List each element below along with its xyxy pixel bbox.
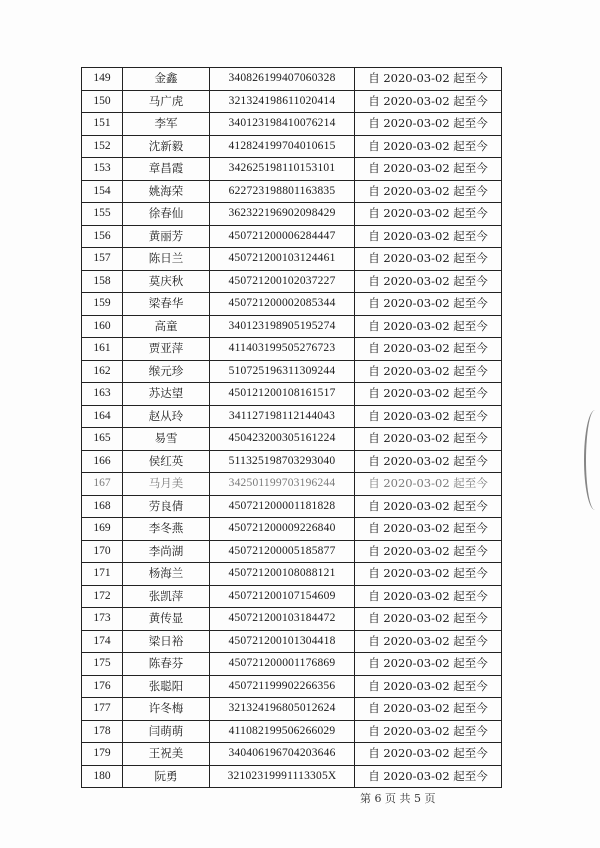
id-number-cell: 450721200103124461 [210,248,355,271]
name-cell: 陈春芬 [123,653,210,676]
row-number-cell: 153 [82,158,123,181]
date-range-cell: 自 2020-03-02 起至今 [355,720,502,743]
row-number-cell: 156 [82,225,123,248]
table-row [82,450,502,473]
date-range-cell: 自 2020-03-02 起至今 [355,630,502,653]
row-number-cell: 175 [82,653,123,676]
name-cell: 姚海荣 [123,180,210,203]
table-row [82,698,502,721]
row-number-cell: 160 [82,315,123,338]
id-number-cell: 340123198905195274 [210,315,355,338]
date-range-cell: 自 2020-03-02 起至今 [355,293,502,316]
table-row [82,158,502,181]
date-range-cell: 自 2020-03-02 起至今 [355,765,502,788]
name-cell: 王祝美 [123,743,210,766]
id-number-cell: 341127198112144043 [210,405,355,428]
employee-table [81,67,502,788]
table-row [82,428,502,451]
table-row [82,293,502,316]
id-number-cell: 450721200002085344 [210,293,355,316]
seal-stamp-edge [584,410,600,510]
table-row [82,383,502,406]
name-cell: 李尚湖 [123,540,210,563]
id-number-cell: 321324196805012624 [210,698,355,721]
table-row [82,113,502,136]
table-row [82,720,502,743]
date-range-cell: 自 2020-03-02 起至今 [355,563,502,586]
name-cell: 闫萌萌 [123,720,210,743]
name-cell: 李冬燕 [123,518,210,541]
date-range-cell: 自 2020-03-02 起至今 [355,360,502,383]
id-number-cell: 510725196311309244 [210,360,355,383]
id-number-cell: 511325198703293040 [210,450,355,473]
name-cell: 章昌霞 [123,158,210,181]
id-number-cell: 450721200001181828 [210,495,355,518]
row-number-cell: 179 [82,743,123,766]
table-row [82,360,502,383]
name-cell: 梁日裕 [123,630,210,653]
id-number-cell: 321324198611020414 [210,90,355,113]
name-cell: 杨海兰 [123,563,210,586]
name-cell: 张凯萍 [123,585,210,608]
name-cell: 金鑫 [123,68,210,91]
row-number-cell: 171 [82,563,123,586]
row-number-cell: 155 [82,203,123,226]
date-range-cell: 自 2020-03-02 起至今 [355,68,502,91]
table-row [82,225,502,248]
name-cell: 莫庆秋 [123,270,210,293]
table-row [82,495,502,518]
date-range-cell: 自 2020-03-02 起至今 [355,203,502,226]
id-number-cell: 450721200009226840 [210,518,355,541]
name-cell: 苏达望 [123,383,210,406]
row-number-cell: 174 [82,630,123,653]
id-number-cell: 450721200102037227 [210,270,355,293]
row-number-cell: 162 [82,360,123,383]
id-number-cell: 450721200005185877 [210,540,355,563]
row-number-cell: 152 [82,135,123,158]
row-number-cell: 158 [82,270,123,293]
table-row [82,135,502,158]
table-row [82,608,502,631]
table-row [82,585,502,608]
row-number-cell: 149 [82,68,123,91]
date-range-cell: 自 2020-03-02 起至今 [355,225,502,248]
employee-table-body [82,68,502,788]
table-row [82,68,502,91]
row-number-cell: 169 [82,518,123,541]
row-number-cell: 178 [82,720,123,743]
id-number-cell: 450721200103184472 [210,608,355,631]
id-number-cell: 340826199407060328 [210,68,355,91]
id-number-cell: 342625198110153101 [210,158,355,181]
date-range-cell: 自 2020-03-02 起至今 [355,608,502,631]
table-row [82,248,502,271]
date-range-cell: 自 2020-03-02 起至今 [355,585,502,608]
name-cell: 侯红英 [123,450,210,473]
date-range-cell: 自 2020-03-02 起至今 [355,270,502,293]
row-number-cell: 167 [82,473,123,496]
table-row [82,563,502,586]
table-row [82,518,502,541]
date-range-cell: 自 2020-03-02 起至今 [355,450,502,473]
id-number-cell: 450121200108161517 [210,383,355,406]
date-range-cell: 自 2020-03-02 起至今 [355,383,502,406]
date-range-cell: 自 2020-03-02 起至今 [355,653,502,676]
table-row [82,473,502,496]
id-number-cell: 450721200101304418 [210,630,355,653]
name-cell: 阮勇 [123,765,210,788]
date-range-cell: 自 2020-03-02 起至今 [355,675,502,698]
id-number-cell: 450721200001176869 [210,653,355,676]
name-cell: 许冬梅 [123,698,210,721]
id-number-cell: 622723198801163835 [210,180,355,203]
name-cell: 马广虎 [123,90,210,113]
row-number-cell: 150 [82,90,123,113]
table-row [82,743,502,766]
row-number-cell: 161 [82,338,123,361]
table-row [82,630,502,653]
date-range-cell: 自 2020-03-02 起至今 [355,180,502,203]
id-number-cell: 340406196704203646 [210,743,355,766]
id-number-cell: 450721199902266356 [210,675,355,698]
id-number-cell: 342501199703196244 [210,473,355,496]
table-row [82,203,502,226]
id-number-cell: 340123198410076214 [210,113,355,136]
date-range-cell: 自 2020-03-02 起至今 [355,540,502,563]
date-range-cell: 自 2020-03-02 起至今 [355,90,502,113]
name-cell: 李军 [123,113,210,136]
date-range-cell: 自 2020-03-02 起至今 [355,135,502,158]
id-number-cell: 411403199505276723 [210,338,355,361]
page-footer: 第 6 页 共 5 页 [360,792,436,805]
name-cell: 陈日兰 [123,248,210,271]
name-cell: 赵从玲 [123,405,210,428]
name-cell: 易雪 [123,428,210,451]
id-number-cell: 450721200006284447 [210,225,355,248]
table-row [82,765,502,788]
row-number-cell: 154 [82,180,123,203]
date-range-cell: 自 2020-03-02 起至今 [355,248,502,271]
table-row [82,405,502,428]
name-cell: 沈新毅 [123,135,210,158]
name-cell: 高童 [123,315,210,338]
name-cell: 梁春华 [123,293,210,316]
date-range-cell: 自 2020-03-02 起至今 [355,338,502,361]
row-number-cell: 164 [82,405,123,428]
name-cell: 徐春仙 [123,203,210,226]
date-range-cell: 自 2020-03-02 起至今 [355,428,502,451]
name-cell: 张聪阳 [123,675,210,698]
date-range-cell: 自 2020-03-02 起至今 [355,518,502,541]
date-range-cell: 自 2020-03-02 起至今 [355,315,502,338]
row-number-cell: 170 [82,540,123,563]
name-cell: 缑元珍 [123,360,210,383]
date-range-cell: 自 2020-03-02 起至今 [355,405,502,428]
row-number-cell: 159 [82,293,123,316]
name-cell: 贾亚萍 [123,338,210,361]
table-row [82,540,502,563]
id-number-cell: 412824199704010615 [210,135,355,158]
id-number-cell: 362322196902098429 [210,203,355,226]
table-row [82,180,502,203]
row-number-cell: 166 [82,450,123,473]
id-number-cell: 450423200305161224 [210,428,355,451]
name-cell: 劳良倩 [123,495,210,518]
row-number-cell: 173 [82,608,123,631]
table-row [82,270,502,293]
name-cell: 黄传显 [123,608,210,631]
date-range-cell: 自 2020-03-02 起至今 [355,743,502,766]
table-row [82,338,502,361]
date-range-cell: 自 2020-03-02 起至今 [355,113,502,136]
row-number-cell: 176 [82,675,123,698]
row-number-cell: 151 [82,113,123,136]
row-number-cell: 177 [82,698,123,721]
row-number-cell: 172 [82,585,123,608]
date-range-cell: 自 2020-03-02 起至今 [355,495,502,518]
id-number-cell: 450721200108088121 [210,563,355,586]
id-number-cell: 450721200107154609 [210,585,355,608]
row-number-cell: 157 [82,248,123,271]
date-range-cell: 自 2020-03-02 起至今 [355,158,502,181]
row-number-cell: 163 [82,383,123,406]
table-row [82,653,502,676]
name-cell: 马月美 [123,473,210,496]
name-cell: 黄丽芳 [123,225,210,248]
table-row [82,90,502,113]
id-number-cell: 32102319991113305X [210,765,355,788]
table-row [82,675,502,698]
date-range-cell: 自 2020-03-02 起至今 [355,473,502,496]
table-row [82,315,502,338]
id-number-cell: 411082199506266029 [210,720,355,743]
row-number-cell: 180 [82,765,123,788]
date-range-cell: 自 2020-03-02 起至今 [355,698,502,721]
row-number-cell: 168 [82,495,123,518]
row-number-cell: 165 [82,428,123,451]
